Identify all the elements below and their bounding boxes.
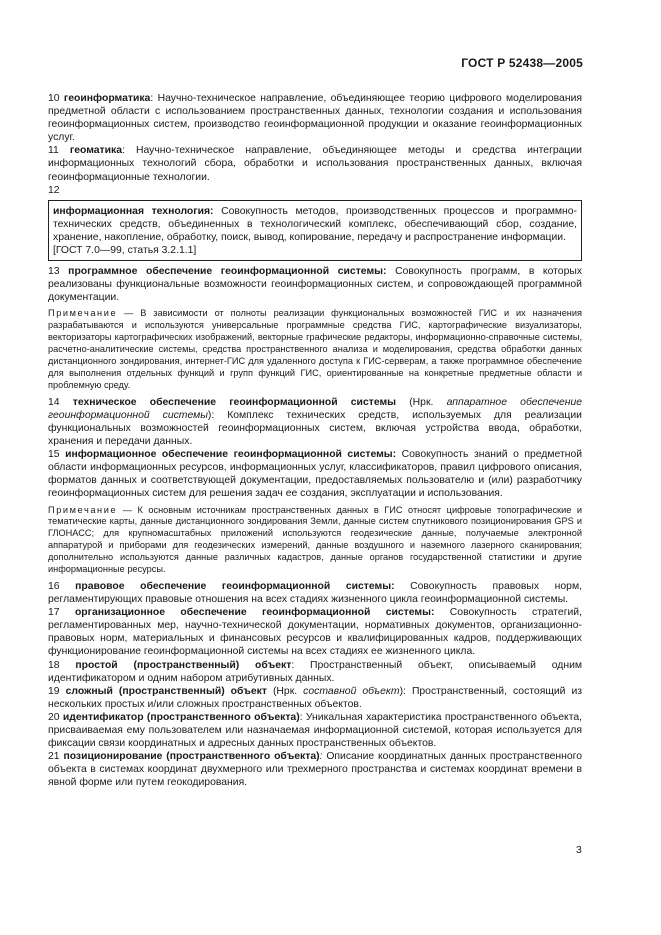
term-16: 16 правовое обеспечение геоинформационной системы: Совокупность правовых норм, регламентирующих правовые отношения на всех стадиях жизненного цикла геоинформационной системы.: [48, 580, 582, 606]
term-12: 12: [48, 184, 60, 196]
document-id: ГОСТ Р 52438—2005: [461, 56, 583, 70]
page-content: [48, 92, 582, 789]
term-title: сложный (пространственный) объект: [65, 685, 267, 697]
term-13: 13 программное обеспечение геоинформационной системы: Совокупность программ, в которых реализованы функциональные возможности геоинформационных систем, и сопровождающей программной документации.: [48, 266, 583, 304]
term-18: 18 простой (пространственный) объект: Пространственный объект, описываемый одним идентификатором и одним набором атрибутивных данных.: [48, 659, 583, 684]
term-20: 20 идентификатор (пространственного объекта): Уникальная характеристика пространственного объекта, присваиваемая ему пользователем или назначаемая информационной системой, которая используется для фиксации связи координатных и адресных данных пространственных объектов.: [48, 711, 582, 750]
term-title: техническое обеспечение геоинформационной системы: [72, 396, 397, 408]
term-10: 10 геоинформатика: Научно-техническое направление, объединяющее теорию цифрового моделирования предметной области с использованием пространственных данных, технологии создания и использования геоинформационных систем, производство геоинформационной продукции и оказание геоинформационных услуг.: [48, 93, 583, 144]
term-title: геоинформатика: [63, 93, 151, 104]
note: Примечание — К основным источникам пространственных данных в ГИС относят цифровые топографические и тематические карты, данные дистанционного зондирования Земли, данные систем спутникового позиционирования GPS и ГЛОНАСС; для крупномасштабных приложений используются геодезические данные, получаемые электронной аппаратурой и приборами для геодезических измерений, данные воздушного и наземного лазерного сканирования; дополнительно используются данные различных кадастров, данные органов государственной статистики и другие информационные ресурсы.: [48, 504, 582, 575]
term-title: идентификатор (пространственного объекта): [62, 711, 300, 723]
boxed-definition: информационная технология: Совокупность методов, производственных процессов и программно-технических средств, объединенных в технологический комплекс, обеспечивающий сбор, создание, хранение, накопление, обработку, поиск, вывод, копирование, передачу и распространение информации. [ГОСТ 7.0—99, статья 3.2.1.1]: [48, 200, 582, 261]
term-title: простой (пространственный) объект: [75, 659, 292, 671]
term-title: правовое обеспечение геоинформационной системы:: [75, 580, 395, 592]
term-title: организационное обеспечение геоинформационной системы:: [74, 607, 435, 619]
term-title: информационное обеспечение геоинформационной системы:: [65, 449, 397, 461]
term-title: программное обеспечение геоинформационной системы:: [68, 266, 387, 278]
term-21: 21 позиционирование (пространственного объекта): Описание координатных данных пространственного объекта в системах координат двухмерного или трехмерного пространства и системах координат времени в явной форме или путем геокодирования.: [48, 751, 582, 789]
term-title: геоматика: [69, 145, 122, 157]
term-11: 11 геоматика: Научно-техническое направление, объединяющее методы и средства интеграции информационных технологий сбора, обработки и использования пространственных данных, включая геоинформационные технологии.: [48, 145, 582, 183]
term-17: 17 организационное обеспечение геоинформационной системы: Совокупность стратегий, регламентированных мер, научно-технической документации, нормативных документов, организационно-правовых норм, материальных и финансовых ресурсов и квалифицированных кадров, поддерживающих функционирование геоинформационной системы на всех стадиях ее жизненного цикла.: [48, 607, 582, 658]
term-14: 14 техническое обеспечение геоинформационной системы (Нрк. аппаратное обеспечение геоинформационной системы): Комплекс технических средств, используемых для реализации функциональных возможностей геоинформационных систем, включая устройства ввода, обработки, хранения и передачи данных.: [48, 396, 582, 448]
note: Примечание — В зависимости от полноты реализации функциональных возможностей ГИС и их назначения разрабатываются и используются универсальные программные средства ГИС, картографические визуализаторы, векторизаторы картографических изображений, векторные графические редакторы, информационно-справочные системы, расчетно-аналитические системы, средства пространственного анализа и моделирования, средства обработки данных дистанционного зондирования, интернет-ГИС для удаленного доступа к ГИС-серверам, а также программное обеспечение для выполнения отдельных функций и групп функций ГИС, ориентированные на конкретные предметные области и проблемную среду.: [48, 308, 582, 390]
term-19: 19 сложный (пространственный) объект (Нрк. составной объект): Пространственный, состоящий из нескольких простых и/или сложных пространственных объектов.: [48, 685, 583, 710]
page-number: 3: [576, 845, 582, 856]
term-15: 15 информационное обеспечение геоинформационной системы: Совокупность знаний о предметной области информационных ресурсов, информационных услуг, классификаторов, правил цифрового описания, форматов данных и соответствующей документации, предоставляемых пользователю и (или) разработчику геоинформационных систем для решения задач ее создания, эксплуатации и использования.: [48, 449, 583, 500]
source-reference: [ГОСТ 7.0—99, статья 3.2.1.1]: [53, 245, 197, 257]
term-title: позиционирование (пространственного объекта): [63, 751, 320, 763]
term-title: информационная технология:: [53, 205, 214, 217]
